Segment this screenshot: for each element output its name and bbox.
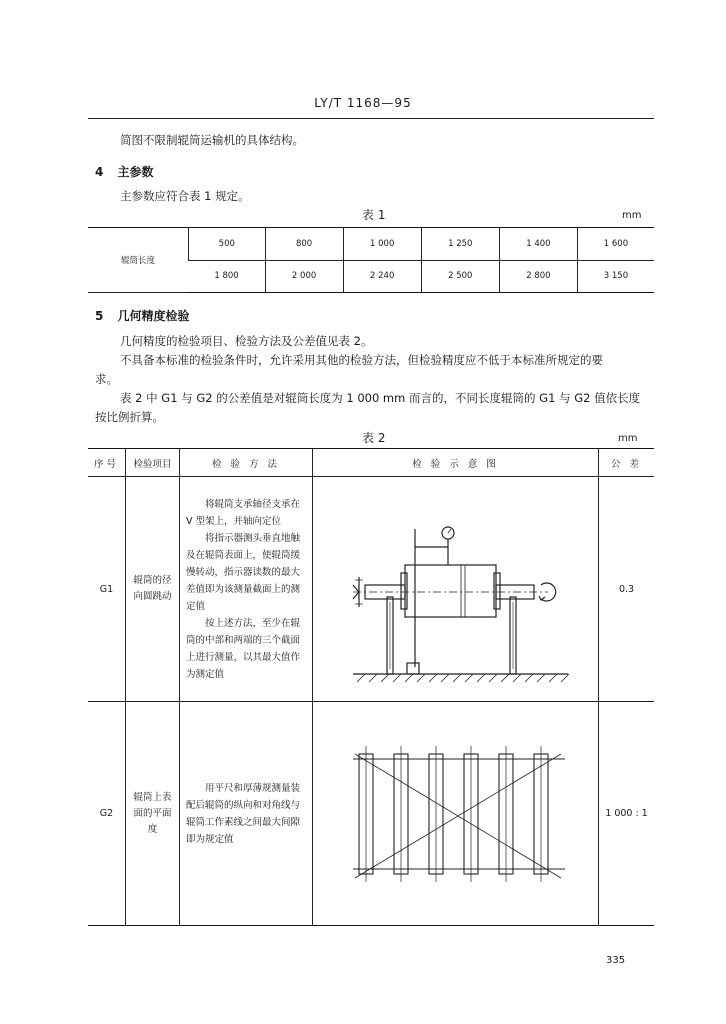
section4-title: 主参数 xyxy=(117,165,154,179)
table1-cell: 1 400 xyxy=(499,228,577,261)
table1-cell: 3 150 xyxy=(577,260,654,293)
section5-number: 5 xyxy=(95,309,104,323)
intro-line: 简图不限制辊筒运输机的具体结构。 xyxy=(120,133,304,147)
table2-caption: 表 2 xyxy=(362,431,386,445)
method-step: 按上述方法，至少在辊筒的中部和两端的三个截面上进行测量，以其最大值作为测定值 xyxy=(186,617,301,680)
table1-cell: 1 800 xyxy=(189,260,266,293)
standard-code-header: LY/T 1168—95 xyxy=(314,96,412,110)
header-rule xyxy=(88,118,654,119)
col-header-method: 检 验 方 法 xyxy=(180,449,313,477)
flatness-check-diagram xyxy=(313,702,598,922)
section4-heading xyxy=(95,163,154,180)
table1-cell: 500 xyxy=(189,228,266,261)
roller-runout-diagram xyxy=(313,477,598,698)
section5-para3-line1: 表 2 中 G1 与 G2 的公差值是对辊筒长度为 1 000 mm 而言的，不同长度辊筒的 G1 与 G2 值依长度 xyxy=(120,391,641,405)
table1-cell: 800 xyxy=(265,228,343,261)
col-header-diagram: 检 验 示 意 图 xyxy=(313,449,599,477)
method-step: 用平尺和厚薄规测量装配后辊筒的纵向和对角线与辊筒工作素线之间最大间隙即为规定值 xyxy=(186,782,301,845)
section5-para3-line2: 按比例折算。 xyxy=(95,410,164,424)
section4-number: 4 xyxy=(95,165,104,179)
table1-cell: 1 250 xyxy=(421,228,499,261)
section5-para2-line2: 求。 xyxy=(95,372,118,386)
section5-heading xyxy=(95,307,190,324)
table2-unit: mm xyxy=(618,433,638,444)
section5-para2-line1: 不具备本标准的检验条件时，允许采用其他的检验方法，但检验精度应不低于本标准所规定的要 xyxy=(120,353,603,367)
row-method xyxy=(180,477,313,702)
table1-cell: 2 000 xyxy=(265,260,343,293)
table1-caption: 表 1 xyxy=(362,208,386,222)
row-tolerance: 1 000 : 1 xyxy=(599,702,655,926)
col-header-item: 检验项目 xyxy=(126,449,180,477)
table1-row-label: 辊筒长度 xyxy=(88,228,189,293)
table1 xyxy=(88,227,654,293)
method-step: 将指示器测头垂直地触及在辊筒表面上，使辊筒缓慢转动，指示器读数的最大差值即为该测量截面上的测定值 xyxy=(186,532,301,612)
row-no: G1 xyxy=(88,477,126,702)
section4-body: 主参数应符合表 1 规定。 xyxy=(120,189,250,203)
row-item: 辊筒的径向圆跳动 xyxy=(126,477,180,702)
table2 xyxy=(88,448,654,926)
row-method xyxy=(180,702,313,926)
table1-cell: 2 500 xyxy=(421,260,499,293)
row-diagram xyxy=(313,702,599,926)
row-diagram xyxy=(313,477,599,702)
table1-cell: 1 000 xyxy=(343,228,421,261)
col-header-tolerance: 公 差 xyxy=(599,449,655,477)
section5-title: 几何精度检验 xyxy=(117,309,190,323)
section5-para1: 几何精度的检验项目、检验方法及公差值见表 2。 xyxy=(120,334,373,348)
row-tolerance: 0.3 xyxy=(599,477,655,702)
table-row xyxy=(88,702,654,926)
page-number: 335 xyxy=(606,955,626,966)
table1-cell: 2 240 xyxy=(343,260,421,293)
table1-cell: 1 600 xyxy=(577,228,654,261)
table-row xyxy=(88,477,654,702)
row-item: 辊筒上表面的平面度 xyxy=(126,702,180,926)
table1-cell: 2 800 xyxy=(499,260,577,293)
method-step: 将辊筒支承轴径支承在 V 型架上，并轴向定位 xyxy=(186,498,301,527)
col-header-no: 序号 xyxy=(88,449,126,477)
row-no: G2 xyxy=(88,702,126,926)
table1-unit: mm xyxy=(622,210,642,221)
